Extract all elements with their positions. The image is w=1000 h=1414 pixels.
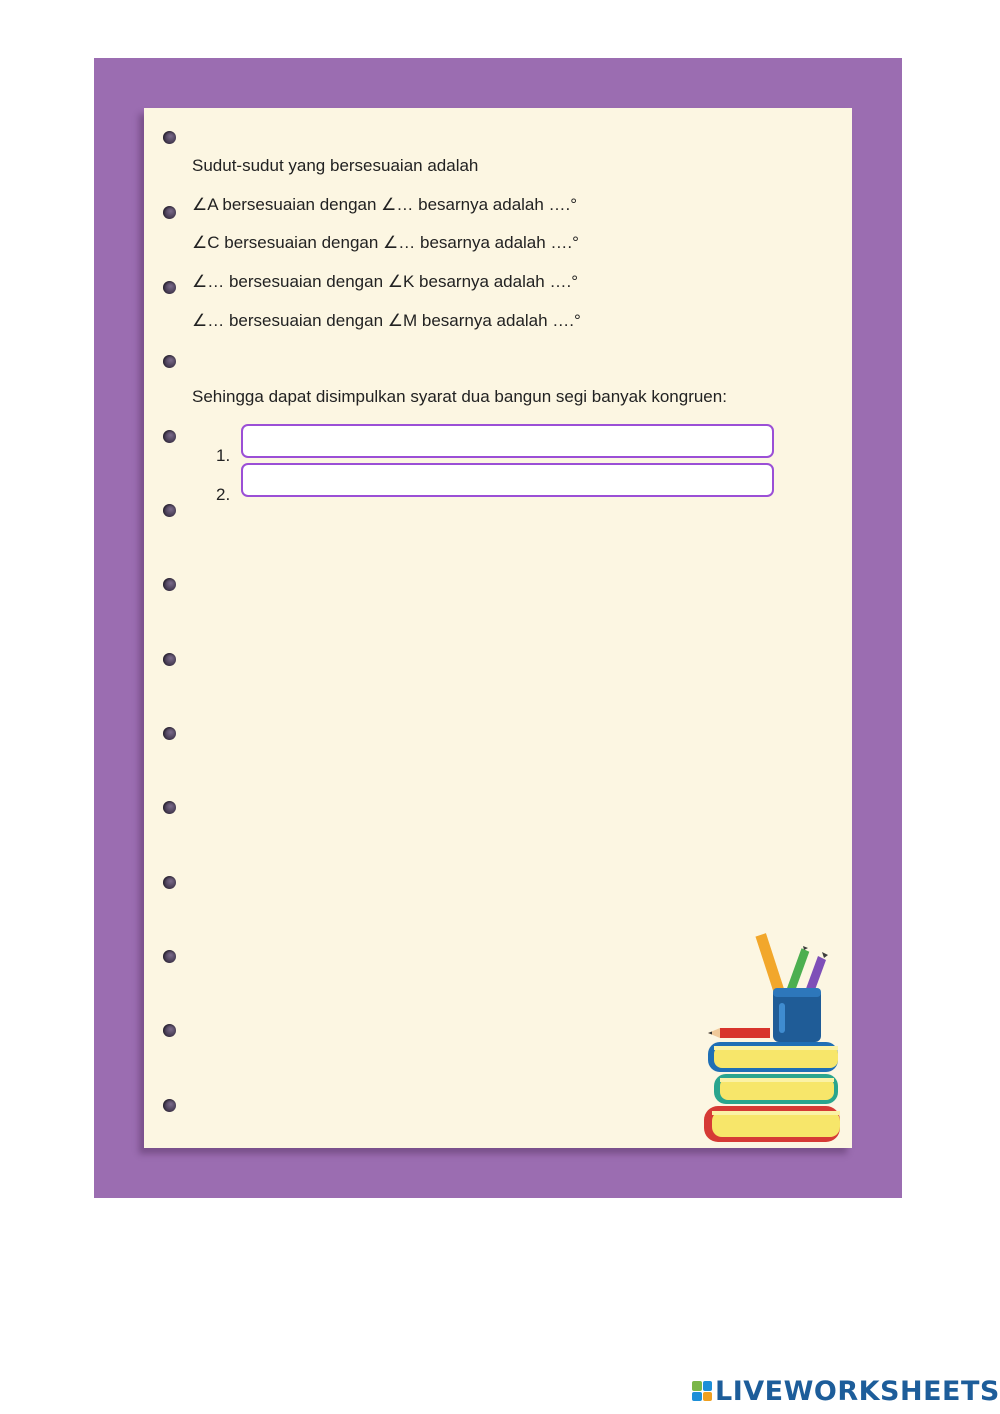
binder-hole — [163, 801, 176, 814]
binder-hole — [163, 430, 176, 443]
binder-hole — [163, 578, 176, 591]
binder-hole — [163, 876, 176, 889]
angle-statement-a: ∠A bersesuaian dengan ∠… besarnya adalah ….° — [192, 195, 578, 214]
binder-hole — [163, 727, 176, 740]
answer-input-2[interactable] — [241, 463, 774, 497]
binder-hole — [163, 1099, 176, 1112]
binder-hole — [163, 950, 176, 963]
binder-hole — [163, 206, 176, 219]
binder-hole — [163, 131, 176, 144]
binder-hole — [163, 653, 176, 666]
angle-statement-m: ∠… bersesuaian dengan ∠M besarnya adalah ….° — [192, 311, 581, 330]
binder-hole — [163, 281, 176, 294]
angle-statement-c: ∠C bersesuaian dengan ∠… besarnya adalah ….° — [192, 233, 579, 252]
binder-hole — [163, 504, 176, 517]
books-and-pencil-cup-icon — [700, 928, 845, 1148]
answer-input-1[interactable] — [241, 424, 774, 458]
conclusion-prompt: Sehingga dapat disimpulkan syarat dua bangun segi banyak kongruen: — [192, 387, 727, 406]
answer-number-2: 2. — [216, 485, 231, 504]
liveworksheets-logo-icon — [692, 1381, 712, 1401]
angle-statement-k: ∠… bersesuaian dengan ∠K besarnya adalah ….° — [192, 272, 579, 291]
liveworksheets-logo[interactable] — [692, 1376, 1000, 1406]
answer-number-1: 1. — [216, 446, 231, 465]
binder-hole — [163, 355, 176, 368]
intro-text: Sudut-sudut yang bersesuaian adalah — [192, 156, 479, 175]
binder-hole — [163, 1024, 176, 1037]
logo-text: LIVEWORKSHEETS — [715, 1375, 1000, 1407]
